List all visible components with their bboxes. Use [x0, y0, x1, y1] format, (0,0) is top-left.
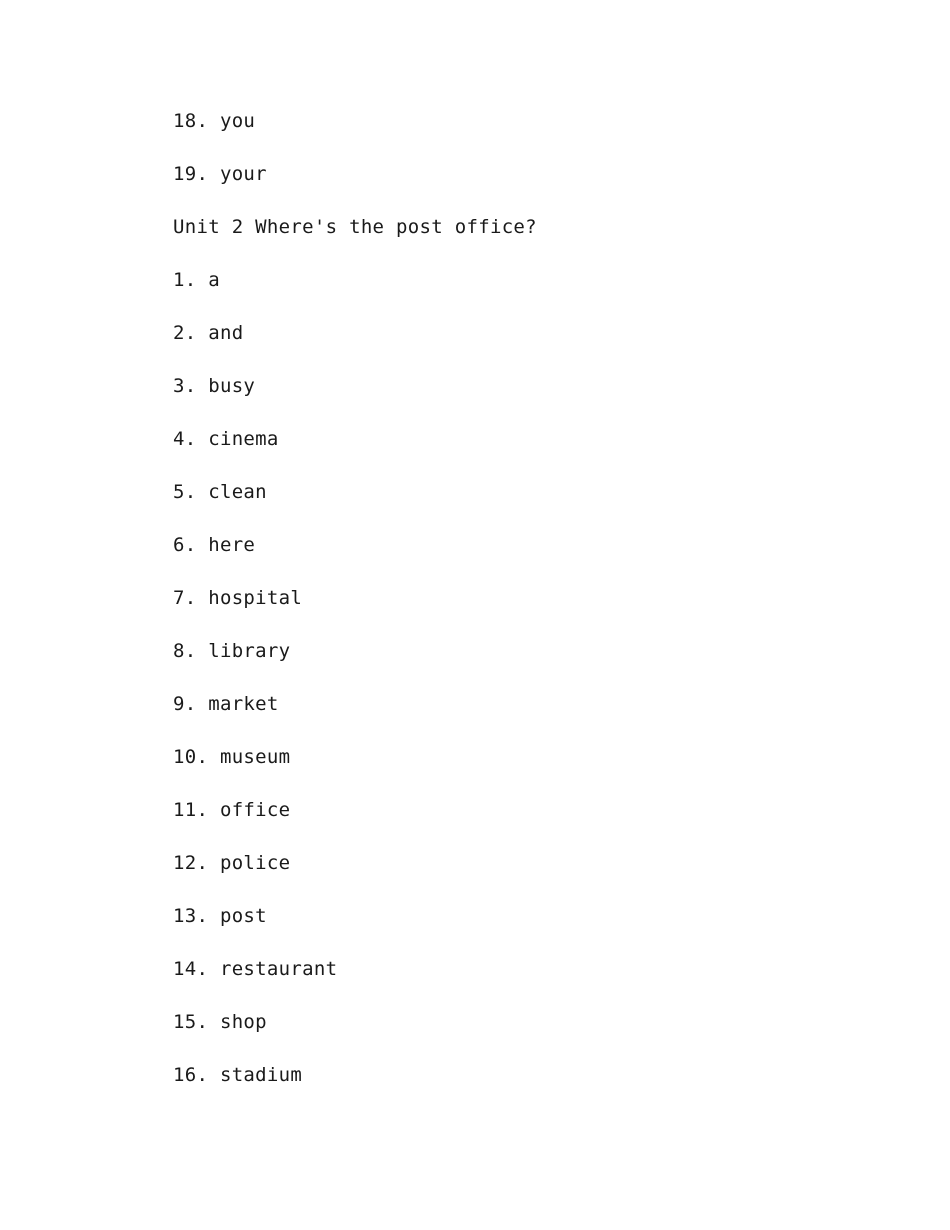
list-item: 16. stadium	[173, 1064, 303, 1086]
list-item: 3. busy	[173, 375, 256, 397]
list-item: 6. here	[173, 534, 256, 556]
list-item: 15. shop	[173, 1011, 267, 1033]
list-item: 8. library	[173, 640, 291, 662]
list-item: 2. and	[173, 322, 244, 344]
list-item: 7. hospital	[173, 587, 303, 609]
list-item: 12. police	[173, 852, 291, 874]
list-item: 1. a	[173, 269, 220, 291]
list-item: 14. restaurant	[173, 958, 338, 980]
list-item: 19. your	[173, 163, 267, 185]
list-item: 9. market	[173, 693, 279, 715]
list-item: 11. office	[173, 799, 291, 821]
list-item: 5. clean	[173, 481, 267, 503]
list-item: 13. post	[173, 905, 267, 927]
section-heading: Unit 2 Where's the post office?	[173, 216, 537, 238]
list-item: 4. cinema	[173, 428, 279, 450]
list-item: 18. you	[173, 110, 256, 132]
list-item: 10. museum	[173, 746, 291, 768]
